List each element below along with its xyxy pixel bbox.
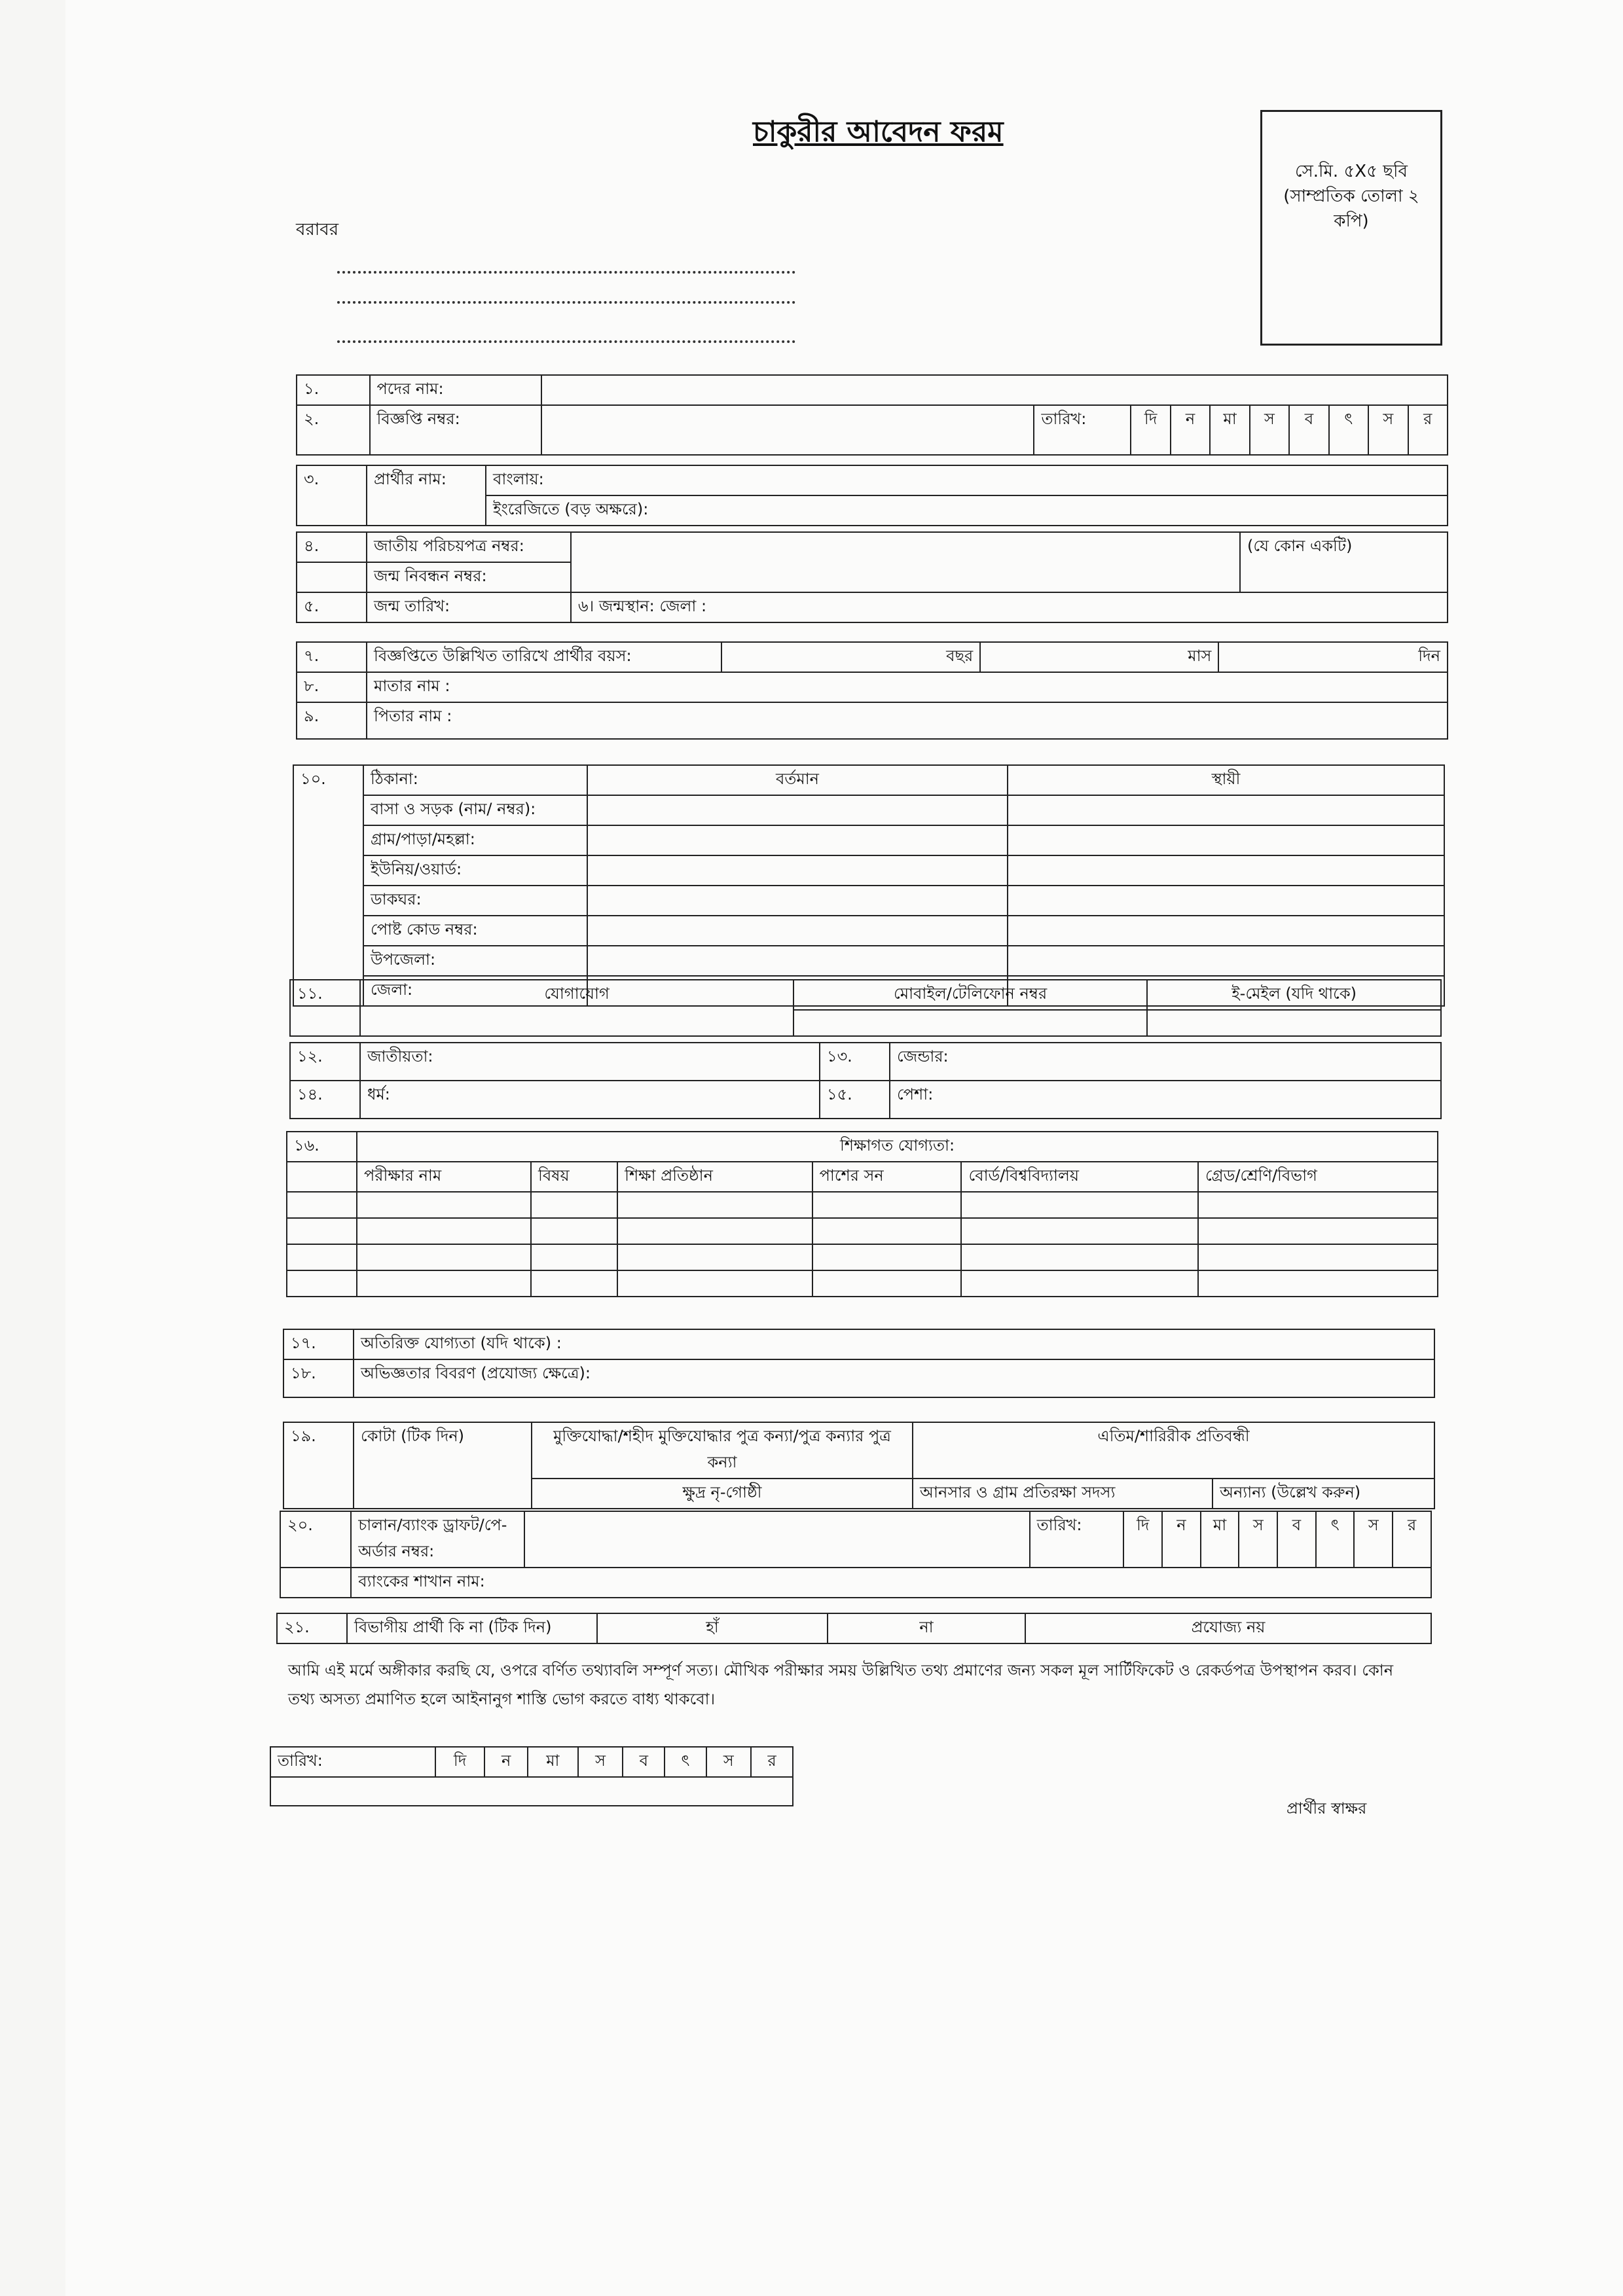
addr-row-label: পোষ্ট কোড নম্বর: [363, 916, 587, 946]
education-row [287, 1192, 1438, 1218]
nid-label: জাতীয় পরিচয়পত্র নম্বর: [367, 532, 571, 562]
permanent-input[interactable] [1008, 946, 1444, 976]
birth-reg-label: জন্ম নিবন্ধন নম্বর: [367, 562, 571, 592]
quota-orphan[interactable]: এতিম/শারিরীক প্রতিবন্ধী [913, 1422, 1434, 1479]
age-month[interactable]: মাস [980, 642, 1218, 672]
row-num: ১. [297, 375, 370, 405]
date-box[interactable]: স [706, 1747, 752, 1777]
row-num: ৮. [297, 672, 367, 702]
signature-date-table [270, 1746, 793, 1806]
addr-row-label: উপজেলা: [363, 946, 587, 976]
permanent-input[interactable] [1008, 886, 1444, 916]
mother-name[interactable]: মাতার নাম : [367, 672, 1448, 702]
name-bn[interactable]: বাংলায়: [486, 465, 1448, 495]
id-boxes[interactable] [571, 532, 1240, 592]
education-table [286, 1131, 1438, 1297]
addr-row-label: জেলা: [363, 976, 587, 1006]
col-subject: বিষয় [531, 1162, 617, 1192]
date-box[interactable]: স [1368, 405, 1408, 455]
row-num: ৫. [297, 592, 367, 622]
extra-table [283, 1329, 1435, 1398]
date-box[interactable]: ৎ [1329, 405, 1368, 455]
education-row [287, 1244, 1438, 1270]
present-input[interactable] [587, 795, 1008, 825]
gender[interactable]: জেন্ডার: [890, 1043, 1441, 1081]
date-box[interactable]: ন [1171, 405, 1210, 455]
col-grade: গ্রেড/শ্রেণি/বিভাগ [1198, 1162, 1438, 1192]
present-header: বর্তমান [587, 765, 1008, 795]
date-box[interactable]: স [1250, 405, 1289, 455]
photo-note-2: (সাম্প্রতিক তোলা ২ [1283, 187, 1419, 206]
education-row [287, 1270, 1438, 1297]
row-num: ৩. [297, 465, 367, 526]
date-box[interactable]: ৎ [665, 1747, 706, 1777]
id-note: (যে কোন একটি) [1240, 532, 1448, 592]
education-title: শিক্ষাগত যোগ্যতা: [357, 1132, 1438, 1162]
date-label: তারিখ: [270, 1747, 435, 1777]
row-num: ৪. [297, 532, 367, 562]
address-label: ঠিকানা: [363, 765, 587, 795]
date-box[interactable]: র [1408, 405, 1448, 455]
notice-input[interactable] [541, 405, 1034, 455]
addr-row-label: ডাকঘর: [363, 886, 587, 916]
row-num: ১৪. [290, 1081, 360, 1119]
birthplace[interactable]: ৬। জন্মস্থান: জেলা : [571, 592, 1448, 622]
contact-table [289, 979, 1442, 1037]
row-num [297, 562, 367, 592]
row-num: ৯. [297, 702, 367, 739]
photo-note-1: সে.মি. ৫X৫ ছবি [1295, 162, 1408, 181]
row-num: ২১. [277, 1613, 347, 1643]
addr-row-label: গ্রাম/পাড়া/মহল্লা: [363, 825, 587, 855]
post-label: পদের নাম: [370, 375, 542, 405]
row-num: ২. [297, 405, 370, 455]
row-num: ৭. [297, 642, 367, 672]
quota-table [283, 1422, 1435, 1509]
date-box[interactable]: ন [484, 1747, 528, 1777]
name-label: প্রার্থীর নাম: [367, 465, 486, 526]
occupation[interactable]: পেশা: [890, 1081, 1441, 1119]
date-box[interactable]: মা [1210, 405, 1249, 455]
nationality-table [289, 1042, 1442, 1119]
photo-note-3: কপি) [1334, 211, 1369, 231]
date-box[interactable]: দি [435, 1747, 484, 1777]
father-name[interactable]: পিতার নাম : [367, 702, 1448, 739]
family-table [296, 641, 1448, 740]
row-num: ১২. [290, 1043, 360, 1081]
photo-box[interactable] [1260, 110, 1442, 346]
date-box[interactable]: ন [1162, 1511, 1201, 1568]
date-box[interactable]: মা [1201, 1511, 1239, 1568]
col-board: বোর্ড/বিশ্ববিদ্যালয় [961, 1162, 1197, 1192]
present-input[interactable] [587, 825, 1008, 855]
row-num: ১৩. [820, 1043, 890, 1081]
date-box[interactable]: ব [1277, 1511, 1316, 1568]
phone-label: মোবাইল/টেলিফোন নম্বর [793, 980, 1147, 1010]
bank-branch[interactable]: ব্যাংকের শাখান নাম: [351, 1568, 1431, 1598]
challan-label: চালান/ব্যাংক ড্রাফট/পে-অর্ডার নম্বর: [351, 1511, 524, 1568]
present-input[interactable] [587, 946, 1008, 976]
col-year: পাশের সন [812, 1162, 962, 1192]
option-na[interactable]: প্রযোজ্য নয় [1025, 1613, 1431, 1643]
permanent-input[interactable] [1008, 916, 1444, 946]
declaration: আমি এই মর্মে অঙ্গীকার করছি যে, ওপরে বর্ণিত তথ্যাবলি সম্পূর্ণ সত্য। মৌখিক পরীক্ষার সময় উল্লিখিত তথ্য প্রমাণের জন্য সকল মূল সার্টিফিকেট ও রেকর্ডপত্র উপস্থাপন করব। কোন তথ্য অসত্য প্রমাণিত হলে আইনানুগ শাস্তি ভোগ করতে বাধ্য থাকবো। [288, 1661, 1394, 1708]
date-label: তারিখ: [1034, 405, 1131, 455]
quota-label: কোটা (টিক দিন) [354, 1422, 532, 1509]
row-num: ১৯. [283, 1422, 354, 1509]
quota-other[interactable]: অন্যান্য (উল্লেখ করুন) [1213, 1479, 1434, 1509]
id-table [296, 531, 1448, 623]
row-num: ১৮. [283, 1359, 354, 1397]
col-institution: শিক্ষা প্রতিষ্ঠান [617, 1162, 812, 1192]
quota-freedom-fighter[interactable]: মুক্তিযোদ্ধা/শহীদ মুক্তিযোদ্ধার পুত্র কন্যা/পুত্র কন্যার পুত্র কন্যা [532, 1422, 913, 1479]
option-no[interactable]: না [828, 1613, 1025, 1643]
address-line-1[interactable] [337, 270, 795, 274]
email-input[interactable] [1147, 1010, 1441, 1036]
date-box[interactable]: ৎ [1316, 1511, 1355, 1568]
date-box[interactable]: মা [528, 1747, 578, 1777]
name-en[interactable]: ইংরেজিতে (বড় অক্ষরে): [486, 495, 1448, 526]
row-num: ১০. [293, 765, 363, 1006]
departmental-label: বিভাগীয় প্রার্থী কি না (টিক দিন) [347, 1613, 597, 1643]
row-num: ১৬. [287, 1132, 357, 1162]
challan-input[interactable] [524, 1511, 1029, 1568]
age-label: বিজ্ঞপ্তিতে উল্লিখিত তারিখে প্রার্থীর বয়স: [367, 642, 721, 672]
email-label: ই-মেইল (যদি থাকে) [1147, 980, 1441, 1010]
date-box[interactable]: স [1354, 1511, 1393, 1568]
row-num: ১১. [290, 980, 360, 1036]
to-label: বরাবর [296, 220, 339, 240]
permanent-input[interactable] [1008, 825, 1444, 855]
date-box[interactable]: দি [1123, 1511, 1162, 1568]
permanent-input[interactable] [1008, 795, 1444, 825]
addr-row-label: ইউনিয়/ওয়ার্ড: [363, 855, 587, 886]
education-row [287, 1218, 1438, 1244]
extra-qualification[interactable]: অতিরিক্ত যোগ্যতা (যদি থাকে) : [354, 1329, 1434, 1359]
departmental-table [276, 1613, 1432, 1644]
row-num: ২০. [280, 1511, 351, 1568]
contact-label: যোগাযোগ [360, 980, 793, 1036]
nationality[interactable]: জাতীয়তা: [360, 1043, 820, 1081]
religion[interactable]: ধর্ম: [360, 1081, 820, 1119]
row-num: ১৫. [820, 1081, 890, 1119]
present-input[interactable] [587, 886, 1008, 916]
addr-row-label: বাসা ও সড়ক (নাম/ নম্বর): [363, 795, 587, 825]
post-input[interactable] [541, 375, 1448, 405]
option-yes[interactable]: হাঁ [597, 1613, 828, 1643]
age-day[interactable]: দিন [1218, 642, 1448, 672]
experience[interactable]: অভিজ্ঞতার বিবরণ (প্রযোজ্য ক্ষেত্রে): [354, 1359, 1434, 1397]
signature-label: প্রার্থীর স্বাক্ষর [1286, 1799, 1367, 1818]
post-table [296, 374, 1448, 456]
date-box[interactable]: র [1393, 1511, 1431, 1568]
name-table [296, 465, 1448, 526]
form-title: চাকুরীর আবেদন ফরম [753, 115, 1004, 149]
permanent-input[interactable] [1008, 855, 1444, 886]
phone-input[interactable] [793, 1010, 1147, 1036]
date-box[interactable]: স [578, 1747, 623, 1777]
address-table [293, 764, 1445, 1007]
address-line-3[interactable] [337, 339, 795, 343]
dob-label: জন্ম তারিখ: [367, 592, 571, 622]
date-box[interactable]: স [1239, 1511, 1277, 1568]
date-box[interactable]: র [751, 1747, 793, 1777]
payment-table [280, 1511, 1432, 1598]
date-label: তারিখ: [1030, 1511, 1124, 1568]
quota-ethnic[interactable]: ক্ষুদ্র নৃ-গোষ্ঠী [532, 1479, 913, 1509]
col-exam: পরীক্ষার নাম [357, 1162, 531, 1192]
permanent-header: স্থায়ী [1008, 765, 1444, 795]
address-line-2[interactable] [337, 300, 795, 304]
row-num: ১৭. [283, 1329, 354, 1359]
present-input[interactable] [587, 855, 1008, 886]
date-box[interactable]: ব [1289, 405, 1328, 455]
present-input[interactable] [587, 916, 1008, 946]
quota-ansar[interactable]: আনসার ও গ্রাম প্রতিরক্ষা সদস্য [913, 1479, 1213, 1509]
date-box[interactable]: ব [623, 1747, 665, 1777]
age-year[interactable]: বছর [721, 642, 980, 672]
date-box[interactable]: দি [1131, 405, 1170, 455]
notice-label: বিজ্ঞপ্তি নম্বর: [370, 405, 542, 455]
